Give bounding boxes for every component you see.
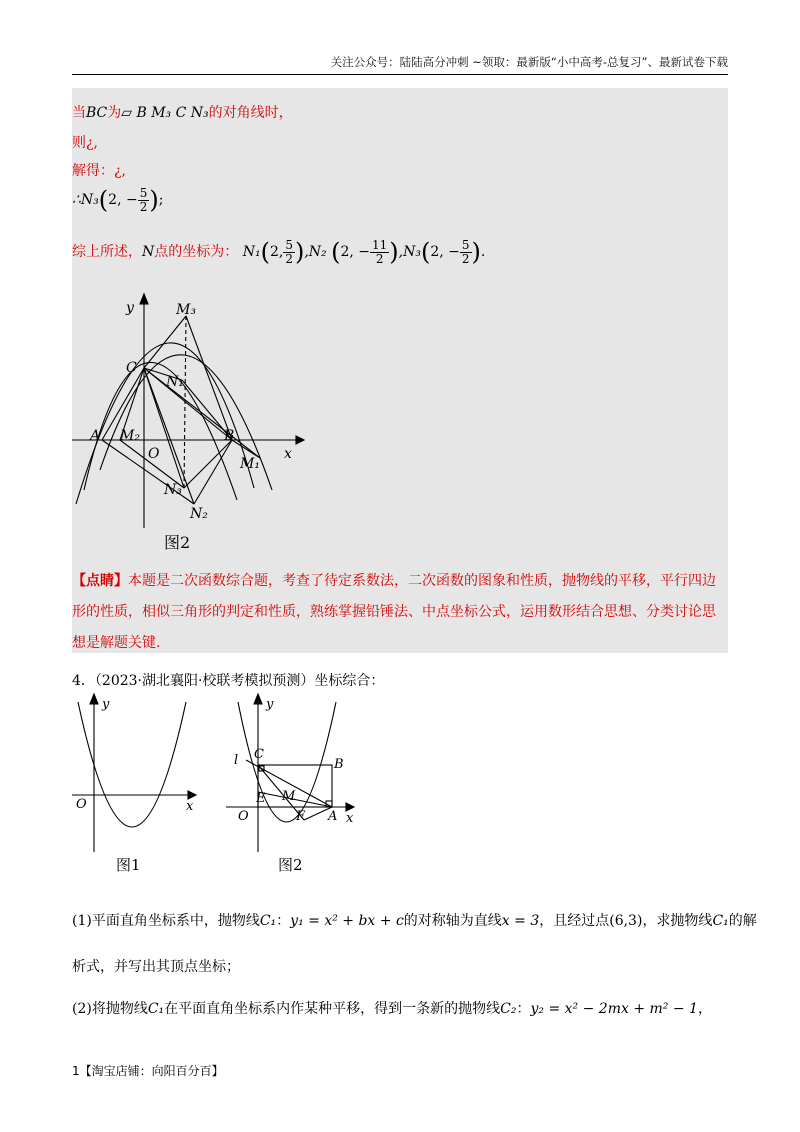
x-axis-arrow (296, 436, 304, 444)
label-N2: N₂ (190, 506, 208, 522)
question-4-part-2: (2)将抛物线C₁在平面直角坐标系内作某种平移，得到一条新的抛物线C₂：y₂ = x² − 2mx + m² − 1， (72, 1001, 712, 1017)
label-x: x (284, 446, 292, 462)
question4-figure-1 (72, 692, 202, 882)
fig2-label-C: C (254, 747, 264, 762)
fig2-label-l: l (234, 753, 239, 768)
label-A: A (90, 428, 101, 444)
fig1-caption: 图1 (116, 856, 141, 874)
y-axis-arrow (140, 294, 148, 304)
label-C: C (126, 360, 137, 376)
solution-summary: 综上所述，N点的坐标为： N₁(2, $\frac{5}{2}$ ),N₂ (2, − $\frac{11}{2}$ ),N₃(2, − $\frac{5}{2}$ ). (72, 237, 486, 266)
fig2-caption: 图2 (278, 856, 303, 874)
label-B: B (224, 428, 235, 444)
solution-line-4: ∴N₃(2, − $\frac{5}{2}$ ); (72, 185, 164, 214)
parabola-figure-top (72, 290, 312, 560)
label-N3: N₃ (164, 482, 182, 498)
question-4-part-1-cont: 析式，并写出其顶点坐标； (72, 959, 240, 975)
fig2-label-F: F (296, 809, 306, 824)
question-4-title: 4．（2023·湖北襄阳·校联考模拟预测）坐标综合： (72, 673, 385, 689)
fig2-parabola (238, 702, 336, 822)
fig2-label-y: y (266, 697, 274, 712)
fig2-x-arrow (346, 803, 354, 811)
fig2-label-B: B (334, 757, 344, 772)
label-M1: M₁ (240, 456, 260, 472)
solution-line-1: 当BC为▱ B M₃ C N₃的对角线时， (72, 105, 293, 121)
dianjing-comment: 【点睛】本题是二次函数综合题，考查了待定系数法，二次函数的图象和性质，抛物线的平移，平行四边形的性质，相似三角形的判定和性质，熟练掌握铅锤法、中点坐标公式，运用数形结合思想、分类讨论思想是解题关键. (72, 573, 716, 651)
question4-figure-2 (226, 692, 366, 882)
label-M2: M₂ (120, 428, 140, 444)
page-footer: 1【淘宝店铺：向阳百分百】 (72, 1064, 224, 1078)
fig2-label-E: E (256, 791, 266, 806)
fig1-label-x: x (186, 799, 194, 814)
fig1-x-arrow (188, 791, 196, 799)
question-4-part-1: (1)平面直角坐标系中，抛物线C₁：y₁ = x² + bx + c的对称轴为直线x = 3，且经过点(6,3)，求抛物线C₁的解 (72, 913, 757, 929)
label-N1: N₁ (166, 374, 184, 390)
solution-line-3: 解得：¿, (72, 163, 126, 179)
fig2-label-x: x (346, 811, 354, 826)
solution-line-2: 则¿, (72, 135, 98, 151)
label-O: O (148, 446, 160, 462)
fig2-label-M: M (282, 789, 296, 804)
segment-CM3 (144, 316, 186, 368)
fig2-label-O: O (238, 809, 249, 824)
fig2-label-A: A (328, 809, 338, 824)
label-M3: M₃ (176, 302, 196, 318)
fig1-y-arrow (90, 694, 98, 704)
caption-top: 图2 (164, 533, 191, 552)
fig1-label-y: y (102, 697, 110, 712)
page-header: 关注公众号：陆陆高分冲刺 ~领取：最新版“小中高考-总复习”、最新试卷下载 (72, 54, 728, 75)
fig1-label-O: O (76, 797, 87, 812)
fig2-y-arrow (254, 694, 262, 704)
segment-CM1 (144, 368, 260, 458)
label-y: y (126, 300, 134, 316)
